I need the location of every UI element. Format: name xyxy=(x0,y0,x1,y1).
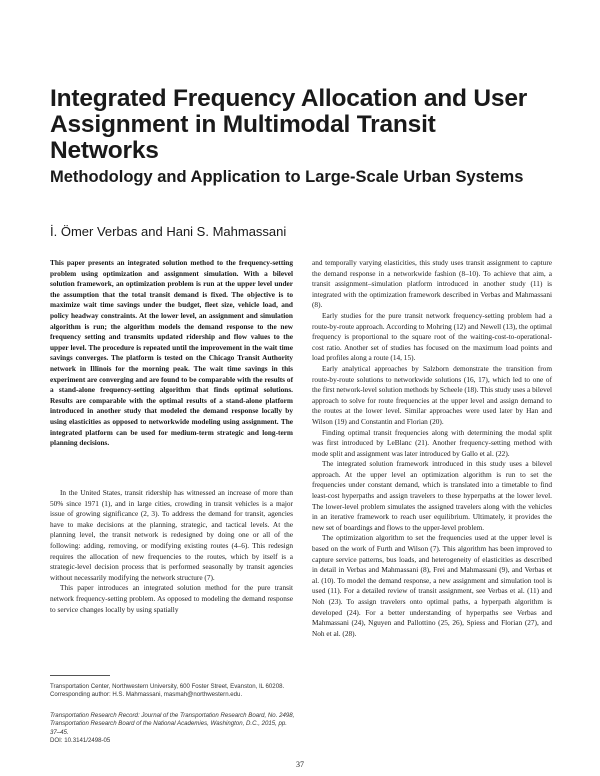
body-paragraph: Finding optimal transit frequencies along with determining the modal split was first introduced by LeBlanc (21). Another frequency-setting method with mode split and assignment was later introduced by Gallo et al. (22). xyxy=(312,427,552,458)
body-paragraph: Early analytical approaches by Salzborn demonstrate the transition from route-by-route solutions to networkwide solutions (16, 17), which led to one of the first network-level solution methods by Scheele (18). This study uses a bilevel approach to solve for route frequencies at the upper level and assign demand to the routes at the lower level. Similar approaches were used later by Han and Wilson (19) and Constantin and Florian (20). xyxy=(312,363,552,426)
footnote-divider xyxy=(50,675,110,676)
body-paragraph: In the United States, transit ridership has witnessed an increase of more than 50% since 1971 (1), and in large cities, crowding in transit vehicles is a major issue of growing significance (2, 3). To address the demand for transit, agencies have to make decisions at the planning, strategic, and tactical levels. At the planning level, the transit network is redesigned by doing one or all of the following: adding, removing, or modifying existing routes (4–6). This redesign requires the allocation of new frequencies to the routes, which by itself is a strategic-level decision process that is performed seasonally by transit agencies without necessarily modifying the network structure (7). xyxy=(50,488,293,582)
body-paragraph: Early studies for the pure transit network frequency-setting problem had a route-by-route approach. According to Mohring (12) and Newell (13), the optimal frequency is proportional to the square root of the waiting-cost-to-operational-cost ratio. Another set of studies has focused on the maximum load points and load profiles along a route (14, 15). xyxy=(312,310,552,363)
paper-title: Integrated Frequency Allocation and User Assignment in Multimodal Transit Networks xyxy=(50,85,528,164)
left-column-body xyxy=(50,488,293,615)
paper-authors: İ. Ömer Verbas and Hani S. Mahmassani xyxy=(50,224,287,239)
citation-text: Transportation Research Record: Journal of the Transportation Research Board, No. 2498, Transportation Research Board of the National Academies, Washington, D.C., 2015, pp. 37–45. xyxy=(50,712,295,736)
body-paragraph: This paper introduces an integrated solution method for the pure transit network frequency-setting problem. As opposed to modeling the demand response to service changes locally by using spatially xyxy=(50,583,293,614)
abstract-text: This paper presents an integrated solution method to the frequency-setting problem using optimization and assignment simulation. With a bilevel solution framework, an optimization problem is run at the upper level under the assumption that the total transit demand is fixed. The objective is to maximize wait time savings under the budget, fleet size, vehicle load, and policy headway constraints. At the lower level, an assignment and simulation algorithm is run; the algorithm models the demand response to the new frequency setting and transmits updated ridership and flow values to the upper level. The procedure is repeated until the improvement in the wait time savings converges. The platform is tested on the Chicago Transit Authority network in Illinois for the morning peak. The wait time savings in this experiment are converging and are found to be comparable with the results of a stand-alone frequency-setting algorithm that finds optimal solutions. Results are comparable with the optimal results of a stand-alone platform introduced in another study that modeled the demand response locally by using elasticities as opposed to networkwide modeling using assignment. The integrated platform can be used for medium-term strategic and long-term planning decisions. xyxy=(50,258,293,448)
abstract xyxy=(50,258,293,449)
page-number: 37 xyxy=(296,760,304,769)
body-paragraph: The optimization algorithm to set the frequencies used at the upper level is based on the work of Furth and Wilson (7). This algorithm has been improved to capture service patterns, bus loads, and heterogeneity of elasticities as described in detail in Verbas and Mahmassani (8), Frei and Mahmassani (9), and Verbas et al. (10). To model the demand response, a new assignment and simulation tool is used (11). For a detailed review of transit assignment, see Verbas et al. (11) and Noh (23). To assign travelers onto optimal paths, a hyperpath algorithm is developed (24). For a better understanding of hyperpaths see Verbas and Mahmassani (24), Nguyen and Pallottino (25, 26), Spiess and Florian (27), and Noh et al. (28). xyxy=(312,533,552,638)
body-paragraph: The integrated solution framework introduced in this study uses a bilevel approach. At the upper level an optimization algorithm is run to set the frequencies under constant demand, which is translated into a timetable to find least-cost hyperpaths and assign travelers to these hyperpaths at the lower level. The lower-level problem simulates the assigned travelers along with the vehicles in an iterative framework to reach user equilibrium. Ultimately, it provides the new set of boardings and flows to the upper-level problem. xyxy=(312,459,552,532)
footnote-citation xyxy=(50,712,295,745)
doi-text: DOI: 10.3141/2498-05 xyxy=(50,736,111,744)
footnote-affiliation: Transportation Center, Northwestern University, 600 Foster Street, Evanston, IL 60208. Corresponding author: H.S. Mahmassani, masmah@northwestern.edu. xyxy=(50,683,285,699)
paper-subtitle: Methodology and Application to Large-Scale Urban Systems xyxy=(50,168,524,186)
body-paragraph: and temporally varying elasticities, this study uses transit assignment to capture the demand response in a networkwide fashion (8–10). To achieve that aim, a transit assignment–simulation platform introduced in another study (11) is integrated with the optimization framework described in Verbas and Mahmassani (8). xyxy=(312,258,552,310)
right-column-body xyxy=(312,258,552,639)
